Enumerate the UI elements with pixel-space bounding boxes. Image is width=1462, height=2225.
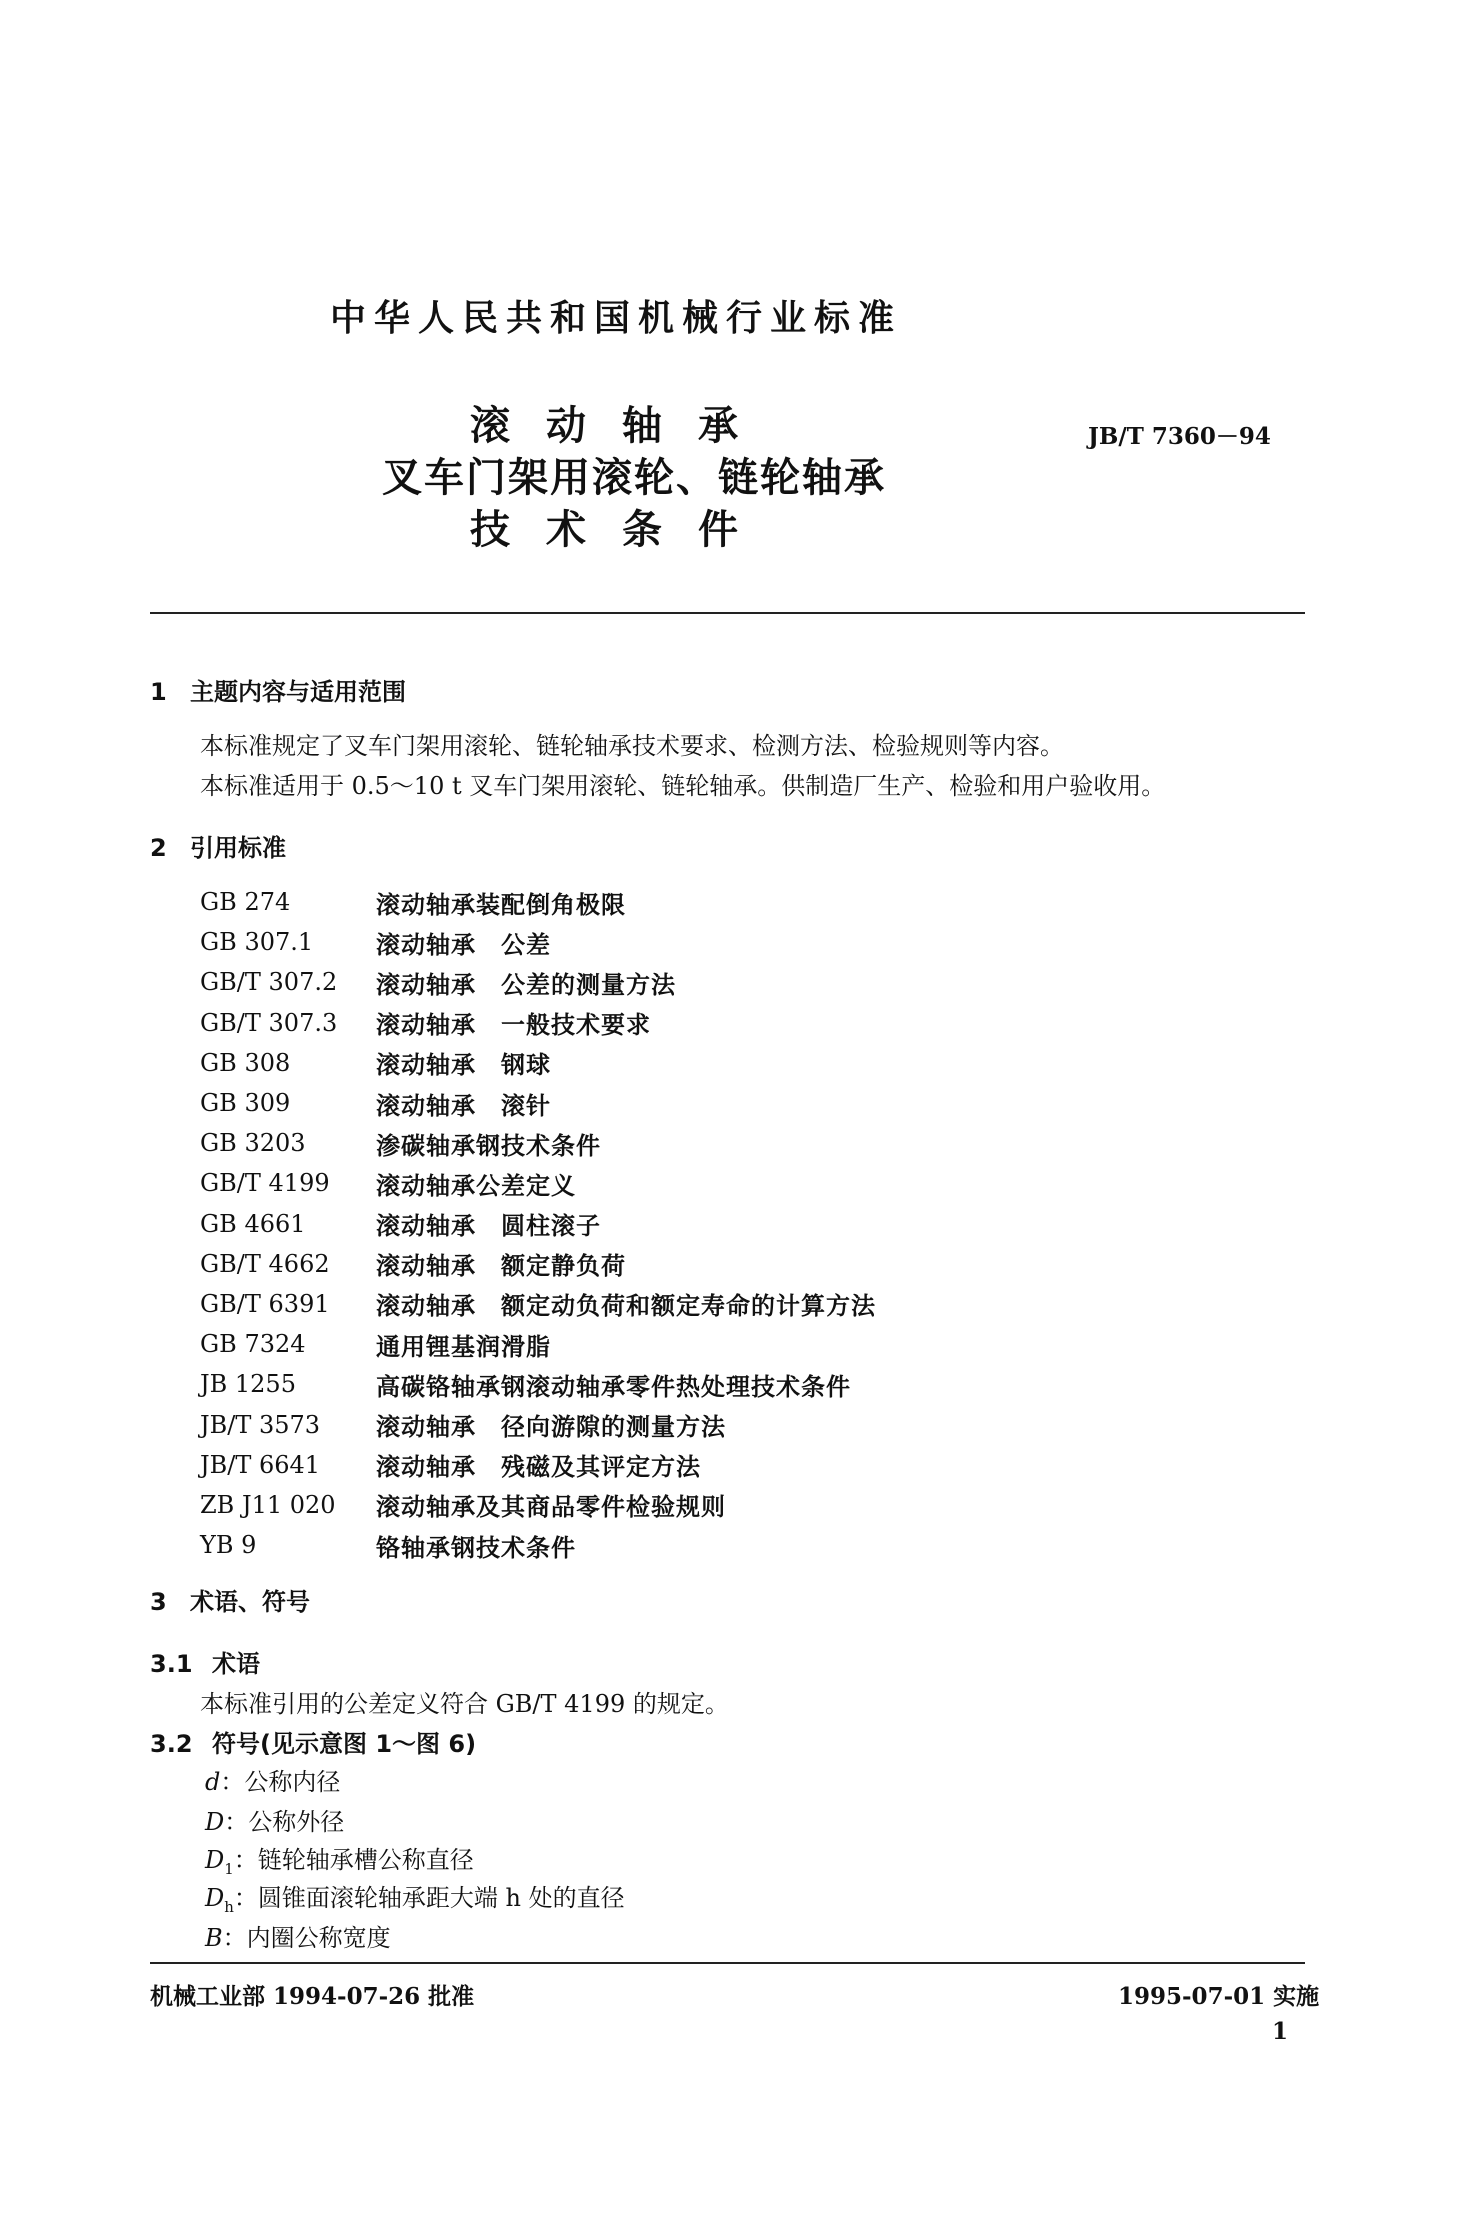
reference-title: 滚动轴承 额定动负荷和额定寿命的计算方法 — [376, 1292, 876, 1321]
reference-row — [200, 1003, 876, 1043]
header-divider — [150, 612, 1305, 614]
implementation-line: 1995-07-01 实施 — [1118, 1983, 1320, 2010]
reference-title: 滚动轴承 额定静负荷 — [376, 1252, 626, 1281]
symbol-description: ：圆锥面滚轮轴承距大端 h 处的直径 — [233, 1884, 625, 1912]
title-line-1: 滚动轴承 — [470, 403, 774, 449]
standard-number: JB/T 7360－94 — [1088, 423, 1271, 450]
page-number: 1 — [1272, 2018, 1289, 2045]
symbol-line — [205, 1878, 625, 1916]
reference-row — [200, 1244, 876, 1284]
reference-row — [200, 1404, 876, 1444]
reference-title: 滚动轴承 钢球 — [376, 1051, 551, 1080]
footer-divider — [150, 1962, 1305, 1964]
reference-title: 高碳铬轴承钢滚动轴承零件热处理技术条件 — [376, 1372, 851, 1401]
symbol-description: ：链轮轴承槽公称直径 — [233, 1846, 474, 1874]
section-1-paragraph-1: 本标准规定了叉车门架用滚轮、链轮轴承技术要求、检测方法、检验规则等内容。 — [200, 732, 1064, 760]
reference-title: 滚动轴承 圆柱滚子 — [376, 1212, 601, 1241]
reference-row — [200, 1485, 876, 1525]
title-line-3: 技术条件 — [470, 507, 774, 553]
symbol-description: ：内圈公称宽度 — [222, 1924, 391, 1952]
reference-title: 滚动轴承 公差 — [376, 930, 551, 959]
symbol-line — [205, 1840, 474, 1878]
reference-list — [200, 882, 876, 1565]
symbol-line — [205, 1802, 344, 1837]
approval-line: 机械工业部 1994-07-26 批准 — [150, 1983, 475, 2010]
symbol: D — [205, 1846, 225, 1874]
reference-row — [200, 882, 876, 922]
reference-row — [200, 1364, 876, 1404]
reference-code: GB/T 307.2 — [200, 968, 338, 997]
reference-title: 通用锂基润滑脂 — [376, 1332, 551, 1361]
reference-code: GB/T 307.3 — [200, 1008, 338, 1037]
symbol: d — [205, 1768, 221, 1796]
reference-code: GB 274 — [200, 888, 291, 917]
section-2-heading — [150, 828, 286, 863]
reference-code: GB 307.1 — [200, 928, 314, 957]
title-line-2: 叉车门架用滚轮、链轮轴承 — [382, 455, 886, 501]
symbol: B — [205, 1924, 223, 1952]
reference-title: 滚动轴承公差定义 — [376, 1171, 576, 1200]
subsection-3-1-text: 本标准引用的公差定义符合 GB/T 4199 的规定。 — [200, 1690, 729, 1718]
reference-row — [200, 1123, 876, 1163]
reference-title: 铬轴承钢技术条件 — [376, 1533, 576, 1562]
subsection-3-2-title: 符号(见示意图 1～图 6) — [212, 1730, 477, 1758]
symbol-description: ：公称外径 — [224, 1808, 345, 1836]
reference-row — [200, 1284, 876, 1324]
reference-code: GB 308 — [200, 1048, 291, 1077]
reference-row — [200, 1324, 876, 1364]
reference-code: ZB J11 020 — [200, 1490, 336, 1519]
reference-row — [200, 1163, 876, 1203]
symbol-subscript: h — [224, 1897, 234, 1916]
reference-code: GB/T 6391 — [200, 1289, 330, 1318]
reference-title: 滚动轴承 残磁及其评定方法 — [376, 1453, 701, 1482]
subsection-3-2-heading — [150, 1724, 476, 1759]
reference-code: GB 4661 — [200, 1209, 306, 1238]
section-1-number: 1 — [150, 678, 167, 706]
reference-row — [200, 922, 876, 962]
section-3-heading — [150, 1582, 310, 1617]
reference-code: YB 9 — [200, 1531, 257, 1560]
section-1-heading — [150, 672, 406, 707]
subsection-3-1-heading — [150, 1644, 260, 1679]
reference-code: JB/T 3573 — [200, 1410, 321, 1439]
reference-row — [200, 1525, 876, 1565]
subsection-3-2-number: 3.2 — [150, 1730, 193, 1758]
reference-code: JB 1255 — [200, 1370, 296, 1399]
reference-title: 滚动轴承 径向游隙的测量方法 — [376, 1413, 726, 1442]
standard-body-title: 中华人民共和国机械行业标准 — [330, 298, 903, 339]
reference-code: JB/T 6641 — [200, 1450, 321, 1479]
reference-row — [200, 1083, 876, 1123]
reference-code: GB 309 — [200, 1089, 291, 1118]
section-3-number: 3 — [150, 1588, 167, 1616]
section-1-paragraph-2: 本标准适用于 0.5～10 t 叉车门架用滚轮、链轮轴承。供制造厂生产、检验和用户验收用。 — [200, 772, 1166, 800]
section-2-number: 2 — [150, 834, 167, 862]
reference-title: 滚动轴承 滚针 — [376, 1091, 551, 1120]
section-3-title: 术语、符号 — [190, 1588, 310, 1616]
symbol: D — [205, 1884, 225, 1912]
reference-title: 滚动轴承 一般技术要求 — [376, 1011, 651, 1040]
reference-code: GB 3203 — [200, 1129, 306, 1158]
reference-code: GB/T 4662 — [200, 1249, 330, 1278]
symbol-description: ：公称内径 — [220, 1768, 341, 1796]
reference-row — [200, 1043, 876, 1083]
reference-row — [200, 1445, 876, 1485]
symbol: D — [205, 1808, 225, 1836]
subsection-3-1-title: 术语 — [212, 1650, 260, 1678]
reference-title: 滚动轴承及其商品零件检验规则 — [376, 1493, 726, 1522]
subsection-3-1-number: 3.1 — [150, 1650, 193, 1678]
reference-code: GB 7324 — [200, 1330, 306, 1359]
reference-title: 滚动轴承 公差的测量方法 — [376, 970, 676, 999]
symbol-subscript: 1 — [224, 1859, 234, 1878]
section-2-title: 引用标准 — [190, 834, 286, 862]
reference-row — [200, 962, 876, 1002]
reference-title: 滚动轴承装配倒角极限 — [376, 890, 626, 919]
reference-row — [200, 1204, 876, 1244]
reference-title: 渗碳轴承钢技术条件 — [376, 1131, 601, 1160]
reference-code: GB/T 4199 — [200, 1169, 330, 1198]
section-1-title: 主题内容与适用范围 — [190, 678, 406, 706]
symbol-line — [205, 1918, 391, 1953]
symbol-line — [205, 1762, 340, 1797]
